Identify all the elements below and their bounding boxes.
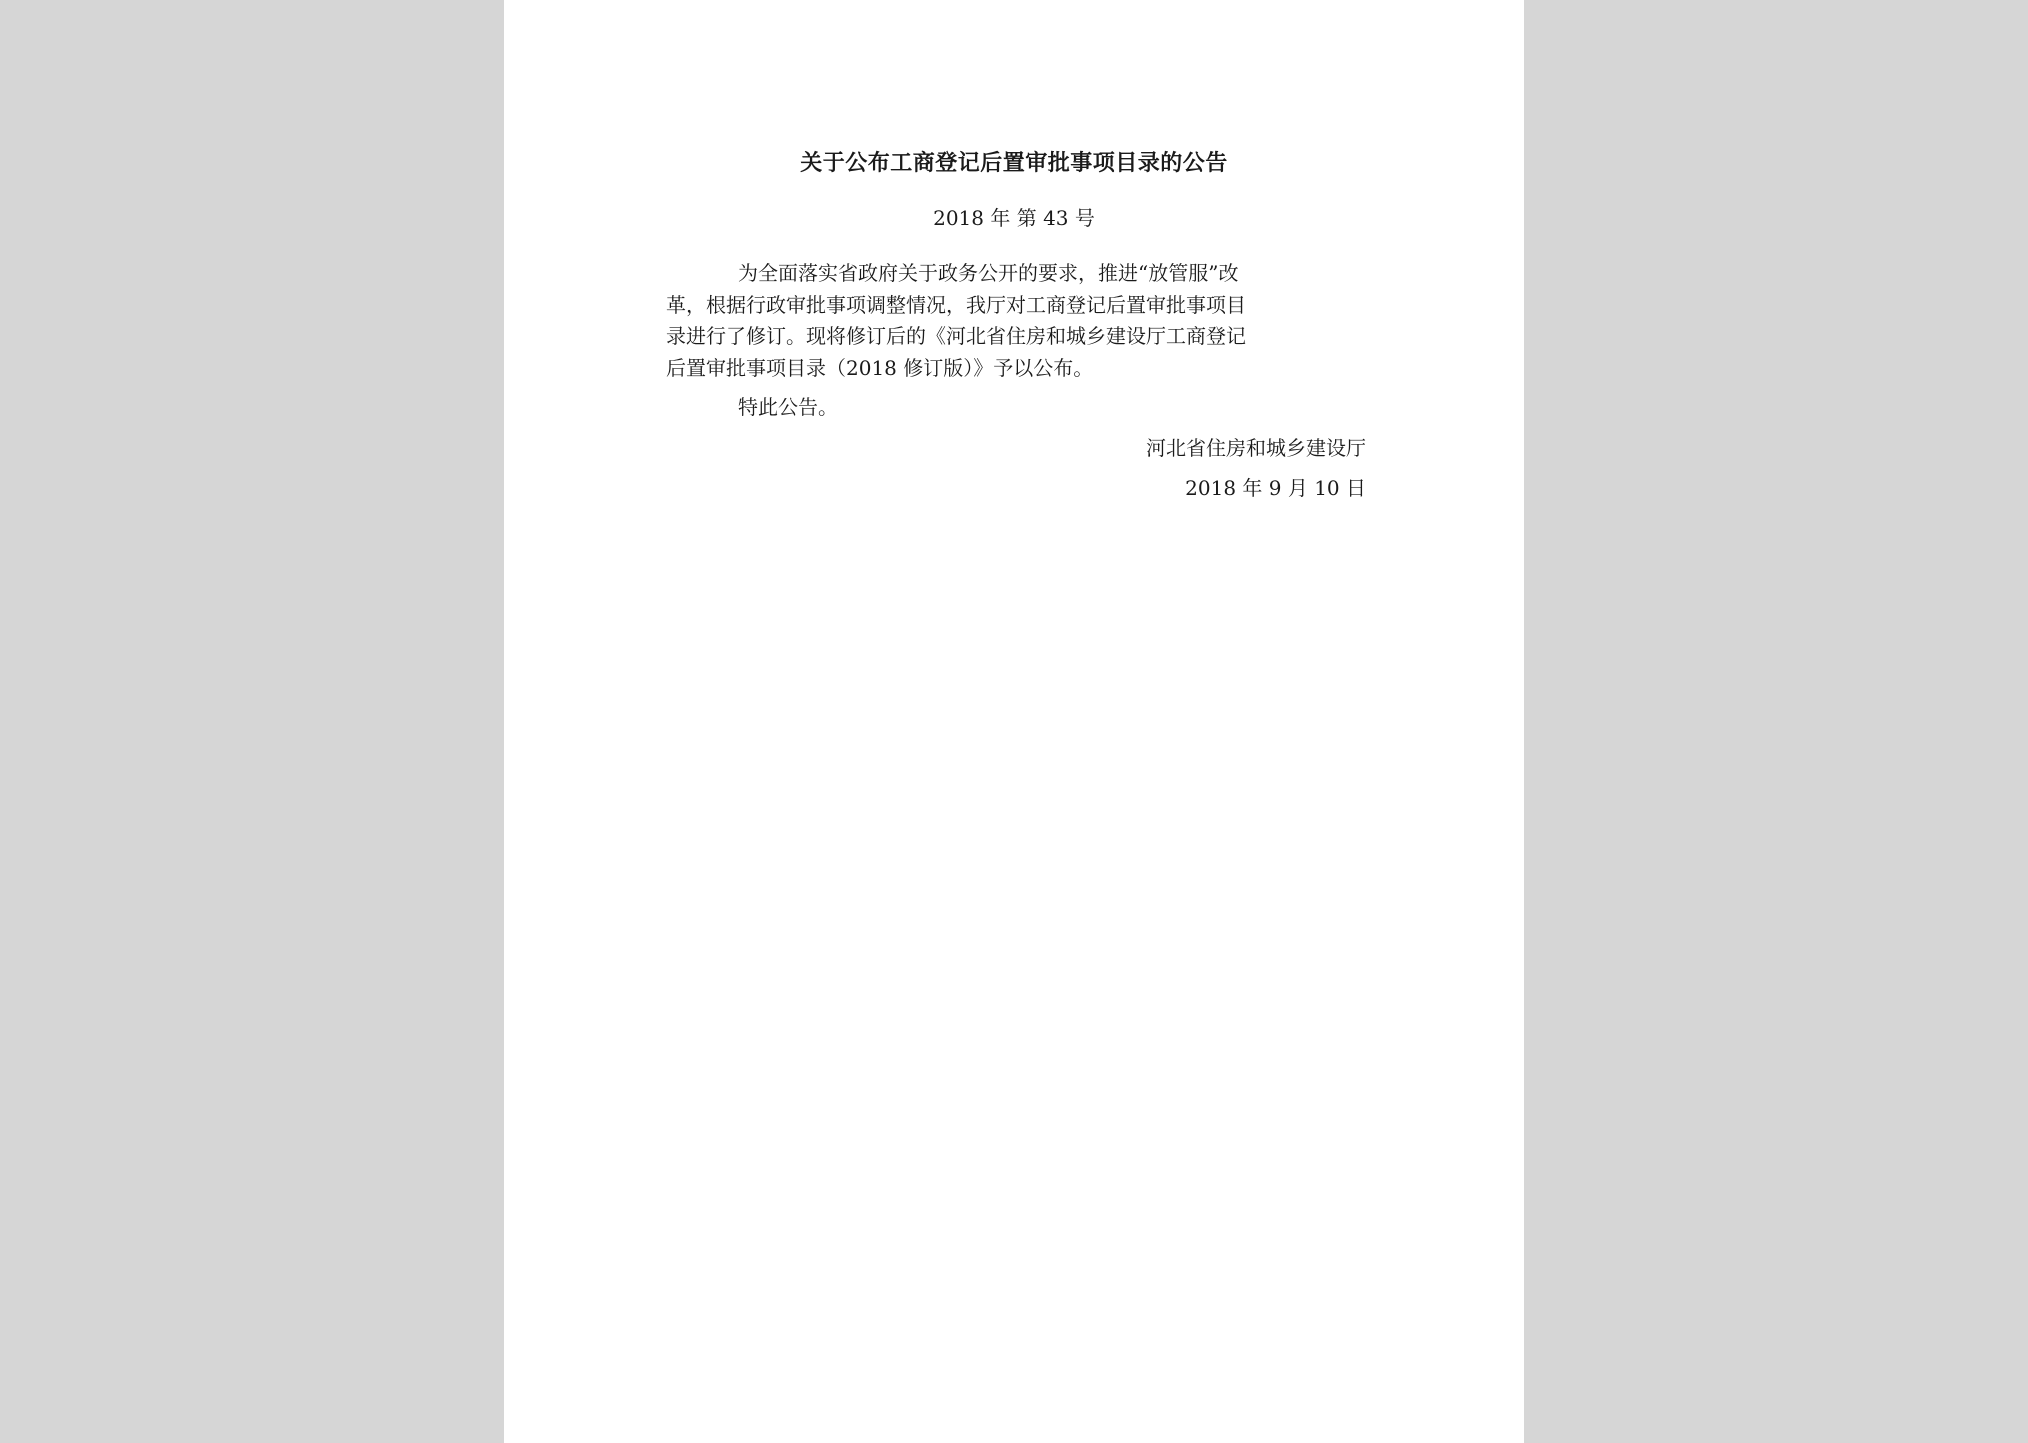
closing-text: 特此公告。 bbox=[738, 395, 838, 419]
document-page bbox=[504, 0, 1524, 1443]
body-line: 为全面落实省政府关于政务公开的要求，推进“放管服”改 bbox=[738, 261, 1239, 285]
document-title: 关于公布工商登记后置审批事项目录的公告 bbox=[800, 150, 1228, 176]
issuer-signature: 河北省住房和城乡建设厅 bbox=[1146, 436, 1366, 460]
issue-date: 2018 年 9 月 10 日 bbox=[1185, 476, 1366, 500]
body-line: 革，根据行政审批事项调整情况，我厅对工商登记后置审批事项目 bbox=[666, 292, 1246, 317]
body-line: 录进行了修订。现将修订后的《河北省住房和城乡建设厅工商登记 bbox=[666, 324, 1246, 348]
document-body bbox=[666, 258, 1366, 384]
document-number: 2018 年 第 43 号 bbox=[933, 206, 1095, 230]
body-line: 后置审批事项目录（2018 修订版）》予以公布。 bbox=[666, 355, 1094, 380]
